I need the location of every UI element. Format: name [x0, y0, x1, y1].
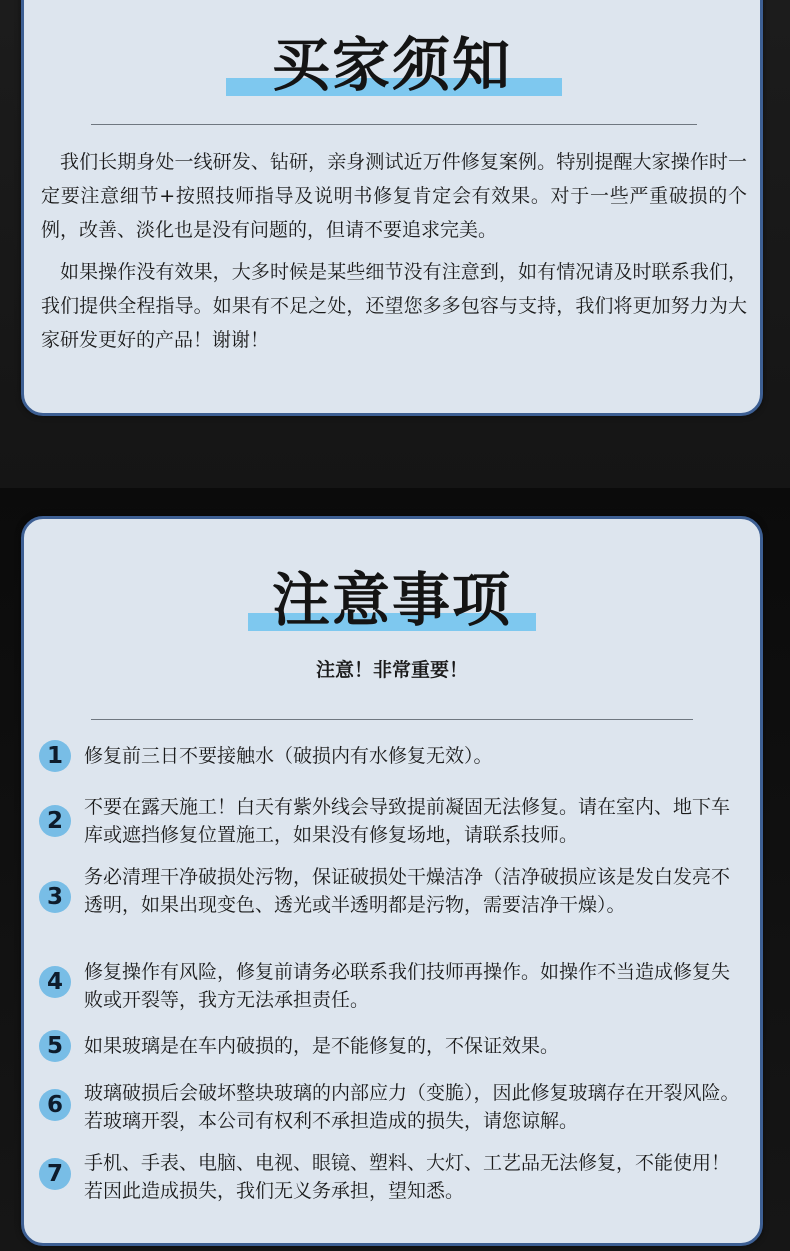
- list-item: [39, 738, 751, 774]
- list-item: [39, 863, 751, 951]
- divider: [91, 124, 697, 125]
- buyer-notice-paragraph-2: 如果操作没有效果，大多时候是某些细节没有注意到，如有情况请及时联系我们，我们提供全程指导。如果有不足之处，还望您多多包容与支持，我们将更加努力为大家研发更好的产品！谢谢！: [41, 261, 747, 351]
- list-item: [39, 793, 751, 853]
- number-badge: 5: [39, 1030, 71, 1062]
- number-badge: 6: [39, 1089, 71, 1121]
- notes-title: 注意事项: [271, 566, 512, 634]
- item-text: 手机、手表、电脑、电视、眼镜、塑料、大灯、工艺品无法修复，不能使用！若因此造成损失，我们无义务承担，望知悉。: [84, 1152, 731, 1202]
- number-badge: 4: [39, 966, 71, 998]
- item-text: 务必清理干净破损处污物，保证破损处干燥洁净（洁净破损应该是发白发亮不透明，如果出现变色、透光或半透明都是污物，需要洁净干燥）。: [84, 866, 731, 916]
- buyer-notice-title: 买家须知: [271, 31, 512, 99]
- list-item: [39, 1149, 751, 1209]
- notes-card: [21, 516, 763, 1246]
- number-badge: 2: [39, 805, 71, 837]
- notes-subtitle: 注意！非常重要！: [315, 659, 468, 681]
- list-item: [39, 1079, 751, 1139]
- item-text: 修复前三日不要接触水（破损内有水修复无效）。: [84, 745, 493, 767]
- divider: [91, 719, 693, 720]
- buyer-notice-card: [21, 0, 763, 416]
- buyer-notice-header: [24, 26, 760, 106]
- list-item: [39, 958, 751, 1018]
- list-item: [39, 1030, 751, 1066]
- buyer-notice-paragraph-1: 我们长期身处一线研发、钻研，亲身测试近万件修复案例。特别提醒大家操作时一定要注意细节+按照技师指导及说明书修复肯定会有效果。对于一些严重破损的个例，改善、淡化也是没有问题的，但请不要追求完美。: [41, 151, 747, 241]
- notes-header: [24, 557, 760, 637]
- item-text: 如果玻璃是在车内破损的，是不能修复的，不保证效果。: [84, 1035, 560, 1057]
- number-badge: 1: [39, 740, 71, 772]
- number-badge: 3: [39, 881, 71, 913]
- number-badge: 7: [39, 1158, 71, 1190]
- item-text: 修复操作有风险，修复前请务必联系我们技师再操作。如操作不当造成修复失败或开裂等，我方无法承担责任。: [84, 961, 731, 1011]
- item-text: 玻璃破损后会破坏整块玻璃的内部应力（变脆），因此修复玻璃存在开裂风险。若玻璃开裂，本公司有权利不承担造成的损失，请您谅解。: [84, 1082, 740, 1132]
- item-text: 不要在露天施工！白天有紫外线会导致提前凝固无法修复。请在室内、地下车库或遮挡修复位置施工，如果没有修复场地，请联系技师。: [84, 796, 731, 846]
